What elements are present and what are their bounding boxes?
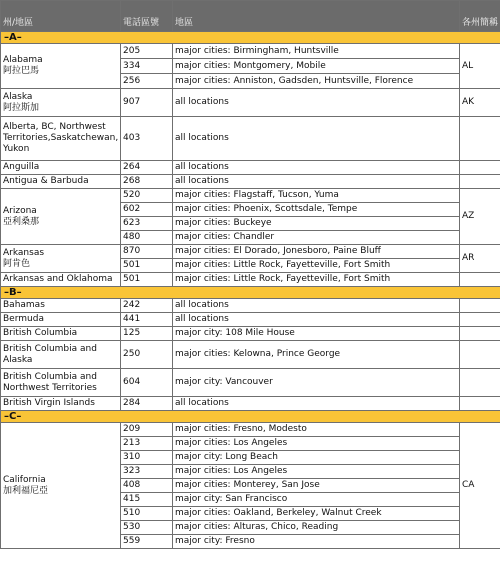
state-cell [1, 189, 121, 245]
state-abbr [460, 161, 500, 175]
section-label: –B– [1, 287, 500, 299]
area-code: 250 [121, 341, 173, 369]
state-name-cn: 阿拉巴馬 [3, 66, 40, 76]
area-code: 559 [121, 535, 173, 549]
state-name: Alabama [3, 55, 43, 65]
state-cell: Bahamas [1, 299, 121, 313]
state-name-cn: 亞利桑那 [3, 216, 40, 227]
area-code: 441 [121, 313, 173, 327]
area-code: 209 [121, 423, 173, 437]
region: all locations [173, 117, 460, 161]
state-cell: Alberta, BC, Northwest Territories,Saskatchewan, Yukon [1, 117, 121, 161]
region: major city: Vancouver [173, 369, 460, 397]
region: major cities: Kelowna, Prince George [173, 341, 460, 369]
area-code: 213 [121, 437, 173, 451]
table-row [1, 313, 500, 327]
table-row [1, 117, 500, 161]
area-code: 268 [121, 175, 173, 189]
state-cell: British Columbia [1, 327, 121, 341]
area-code: 403 [121, 117, 173, 161]
state-abbr [460, 117, 500, 161]
table-row [1, 397, 500, 411]
region: major cities: Los Angeles [173, 465, 460, 479]
table-row [1, 44, 500, 59]
state-cell [1, 89, 121, 117]
region: major cities: Little Rock, Fayetteville, Fort Smith [173, 273, 460, 287]
state-abbr [460, 369, 500, 397]
state-name: California [3, 474, 46, 485]
section-label: –C– [1, 411, 500, 423]
area-code: 242 [121, 299, 173, 313]
area-code: 408 [121, 479, 173, 493]
state-name: Arkansas [3, 247, 45, 258]
region: major cities: Buckeye [173, 217, 460, 231]
region: major cities: El Dorado, Jonesboro, Paine Bluff [173, 245, 460, 259]
header-state: 州/地區 [1, 1, 121, 32]
state-abbr [460, 273, 500, 287]
table-row [1, 245, 500, 259]
section-row-b [1, 287, 500, 299]
area-code: 501 [121, 273, 173, 287]
state-abbr: AL [460, 44, 500, 89]
state-cell [1, 423, 121, 549]
area-code: 125 [121, 327, 173, 341]
state-abbr [460, 327, 500, 341]
section-label: –A– [1, 32, 500, 44]
area-code: 284 [121, 397, 173, 411]
header-area-code: 電話區號 [121, 1, 173, 32]
area-code: 323 [121, 465, 173, 479]
state-name: Arizona [3, 205, 37, 216]
region: major city: Long Beach [173, 451, 460, 465]
region: major city: San Francisco [173, 493, 460, 507]
region: all locations [173, 397, 460, 411]
table-row [1, 369, 500, 397]
region: all locations [173, 299, 460, 313]
state-abbr [460, 313, 500, 327]
area-code: 870 [121, 245, 173, 259]
state-abbr: AK [460, 89, 500, 117]
table-row [1, 89, 500, 117]
area-code: 480 [121, 231, 173, 245]
region: all locations [173, 89, 460, 117]
state-cell: Antigua & Barbuda [1, 175, 121, 189]
area-code: 530 [121, 521, 173, 535]
state-cell: British Columbia and Alaska [1, 341, 121, 369]
table-row [1, 299, 500, 313]
region: major cities: Los Angeles [173, 437, 460, 451]
section-row-a [1, 32, 500, 44]
area-code: 907 [121, 89, 173, 117]
table-row [1, 341, 500, 369]
table-row [1, 161, 500, 175]
area-code: 334 [121, 59, 173, 74]
table-row [1, 273, 500, 287]
state-abbr [460, 341, 500, 369]
region: major cities: Oakland, Berkeley, Walnut Creek [173, 507, 460, 521]
region: major city: 108 Mile House [173, 327, 460, 341]
region: major cities: Birmingham, Huntsville [173, 44, 460, 59]
header-region: 地區 [173, 1, 460, 32]
state-name-cn: 阿拉斯加 [3, 102, 40, 113]
header-row [1, 1, 500, 32]
area-code: 602 [121, 203, 173, 217]
table-row [1, 327, 500, 341]
state-abbr: AZ [460, 189, 500, 245]
state-cell: British Columbia and Northwest Territories [1, 369, 121, 397]
state-abbr: CA [460, 423, 500, 549]
state-cell: Arkansas and Oklahoma [1, 273, 121, 287]
state-cell: British Virgin Islands [1, 397, 121, 411]
area-code: 205 [121, 44, 173, 59]
area-code: 510 [121, 507, 173, 521]
region: major cities: Montgomery, Mobile [173, 59, 460, 74]
state-name-cn: 加利福尼亞 [3, 485, 49, 496]
state-name: Alaska [3, 91, 33, 102]
table-row [1, 175, 500, 189]
region: major cities: Flagstaff, Tucson, Yuma [173, 189, 460, 203]
region: major cities: Alturas, Chico, Reading [173, 521, 460, 535]
area-code: 415 [121, 493, 173, 507]
region: major cities: Phoenix, Scottsdale, Tempe [173, 203, 460, 217]
state-abbr [460, 299, 500, 313]
state-cell: Anguilla [1, 161, 121, 175]
region: major cities: Chandler [173, 231, 460, 245]
state-cell [1, 245, 121, 273]
state-abbr: AR [460, 245, 500, 273]
area-code: 520 [121, 189, 173, 203]
state-abbr [460, 397, 500, 411]
header-abbreviation: 各州簡稱 [460, 1, 500, 32]
region: major cities: Little Rock, Fayetteville, Fort Smith [173, 259, 460, 273]
state-name-cn: 阿肯色 [3, 258, 31, 269]
region: all locations [173, 161, 460, 175]
section-row-c [1, 411, 500, 423]
area-code: 264 [121, 161, 173, 175]
region: major city: Fresno [173, 535, 460, 549]
state-cell: Bermuda [1, 313, 121, 327]
area-code: 604 [121, 369, 173, 397]
area-code: 310 [121, 451, 173, 465]
state-abbr [460, 175, 500, 189]
region: major cities: Anniston, Gadsden, Huntsville, Florence [173, 74, 460, 89]
region: all locations [173, 175, 460, 189]
region: major cities: Monterey, San Jose [173, 479, 460, 493]
state-cell [1, 44, 121, 89]
area-code: 623 [121, 217, 173, 231]
area-code: 501 [121, 259, 173, 273]
table-row [1, 189, 500, 203]
region: major cities: Fresno, Modesto [173, 423, 460, 437]
region: all locations [173, 313, 460, 327]
table-row [1, 423, 500, 437]
area-code: 256 [121, 74, 173, 89]
